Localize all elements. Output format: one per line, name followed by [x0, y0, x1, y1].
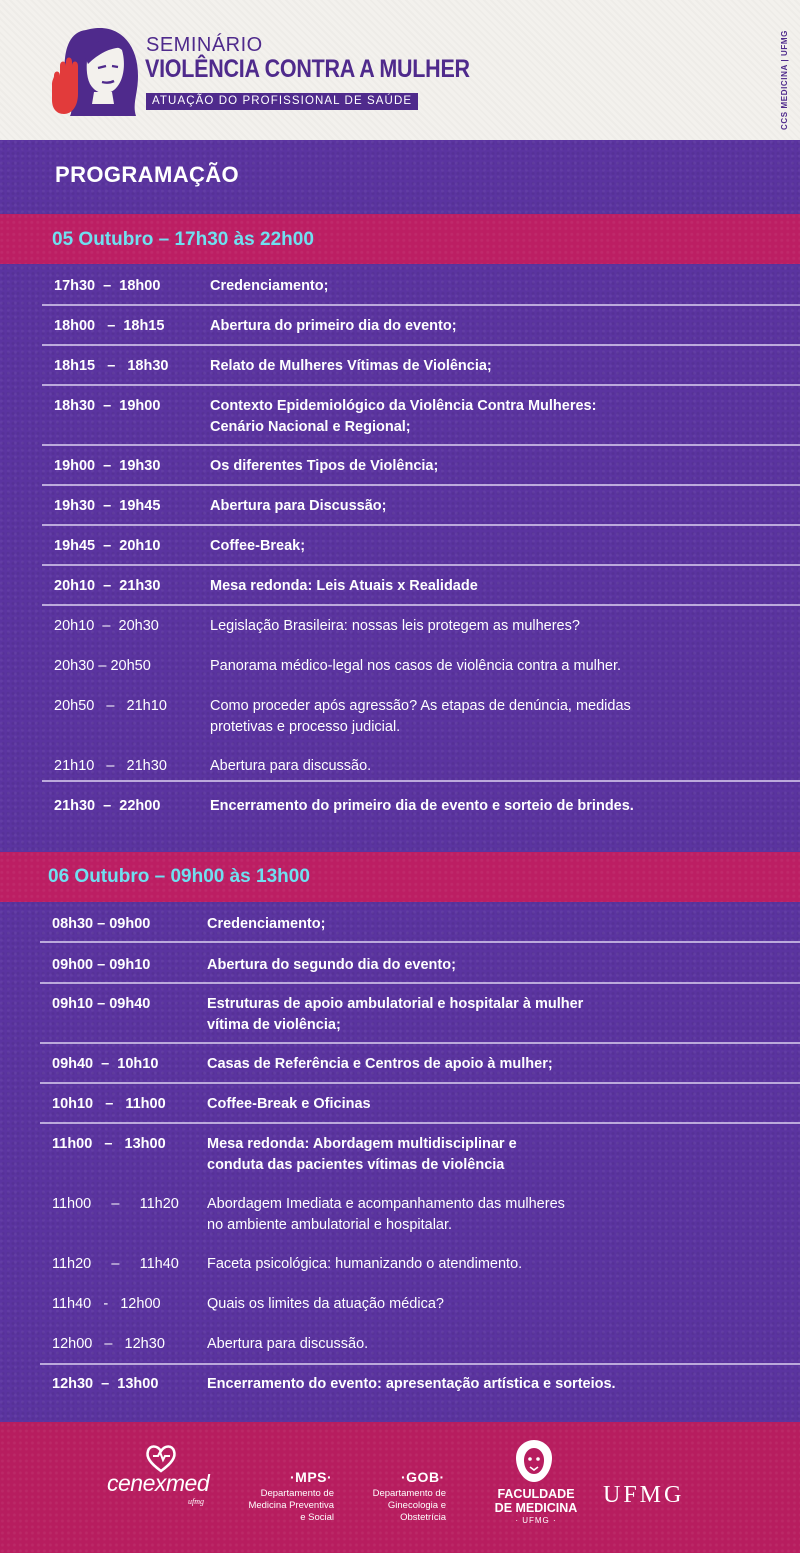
- description-line: protetivas e processo judicial.: [210, 719, 401, 735]
- schedule-description: [207, 1134, 517, 1176]
- schedule-description: [210, 496, 386, 517]
- description-line: Encerramento do evento: apresentação artística e sorteios.: [207, 1376, 616, 1392]
- row-separator: [42, 524, 800, 526]
- schedule-row: [54, 276, 740, 297]
- schedule-row: [54, 796, 740, 817]
- row-separator: [42, 780, 800, 782]
- row-separator: [42, 444, 800, 446]
- schedule-description: [210, 456, 438, 477]
- description-line: Relato de Mulheres Vítimas de Violência;: [210, 358, 492, 374]
- gob-abbr: ·GOB·: [401, 1469, 445, 1485]
- schedule-row: [52, 1134, 740, 1176]
- description-line: no ambiente ambulatorial e hospitalar.: [207, 1217, 453, 1233]
- description-line: Coffee-Break e Oficinas: [207, 1096, 371, 1112]
- row-separator: [42, 344, 800, 346]
- schedule-row: [52, 914, 740, 935]
- cenexmed-sub: ufmg: [188, 1497, 204, 1506]
- schedule-row: [52, 1094, 740, 1115]
- description-line: Como proceder após agressão? As etapas de denúncia, medidas: [210, 698, 631, 714]
- description-line: Abordagem Imediata e acompanhamento das mulheres: [207, 1196, 565, 1212]
- schedule-time: 20h50 – 21h10: [54, 698, 167, 714]
- schedule-row: [52, 1294, 740, 1315]
- schedule-description: [207, 994, 583, 1036]
- schedule-time: 20h10 – 21h30: [54, 578, 161, 594]
- description-line: Abertura do primeiro dia do evento;: [210, 318, 457, 334]
- schedule-row: [52, 1334, 740, 1355]
- schedule-time: 18h30 – 19h00: [54, 398, 161, 414]
- schedule-row: [54, 756, 740, 777]
- side-credit: CCS MEDICINA | UFMG: [780, 29, 789, 130]
- schedule-row: [52, 1254, 740, 1275]
- schedule-row: [54, 456, 740, 477]
- schedule-time: 21h30 – 22h00: [54, 798, 161, 814]
- schedule-description: [210, 616, 580, 637]
- schedule-time: 09h00 – 09h10: [52, 957, 151, 973]
- schedule-row: [52, 955, 740, 976]
- program-title: PROGRAMAÇÃO: [55, 162, 240, 187]
- schedule-time: 08h30 – 09h00: [52, 916, 151, 932]
- description-line: Contexto Epidemiológico da Violência Contra Mulheres:: [210, 398, 597, 414]
- row-separator: [40, 1122, 800, 1124]
- description-line: Mesa redonda: Abordagem multidisciplinar e: [207, 1136, 517, 1152]
- schedule-row: [54, 536, 740, 557]
- lion-icon: [512, 1438, 556, 1484]
- schedule-time: 10h10 – 11h00: [52, 1096, 166, 1112]
- description-line: Credenciamento;: [210, 278, 329, 294]
- schedule-time: 17h30 – 18h00: [54, 278, 161, 294]
- schedule-row: [52, 1054, 740, 1075]
- schedule-description: [210, 316, 457, 337]
- schedule-time: 11h00 – 11h20: [52, 1196, 179, 1212]
- schedule-description: [210, 356, 492, 377]
- schedule-description: [207, 1194, 565, 1236]
- row-separator: [42, 484, 800, 486]
- schedule-row: [54, 696, 740, 738]
- woman-hand-logo-icon: [48, 24, 148, 118]
- schedule-row: [54, 656, 740, 677]
- row-separator: [40, 1042, 800, 1044]
- description-line: Abertura do segundo dia do evento;: [207, 957, 456, 973]
- header: [0, 0, 800, 140]
- description-line: Quais os limites da atuação médica?: [207, 1296, 444, 1312]
- schedule-time: 19h30 – 19h45: [54, 498, 161, 514]
- day-label-1: 05 Outubro – 17h30 às 22h00: [52, 229, 314, 250]
- description-line: Legislação Brasileira: nossas leis protegem as mulheres?: [210, 618, 580, 634]
- cenexmed-logo-text: cenexmed: [107, 1470, 210, 1496]
- schedule-description: [210, 396, 596, 438]
- schedule-time: 20h30 – 20h50: [54, 658, 151, 674]
- row-separator: [42, 304, 800, 306]
- schedule-time: 19h45 – 20h10: [54, 538, 161, 554]
- schedule-description: [210, 796, 634, 817]
- schedule-description: [207, 914, 325, 935]
- ufmg-logo-text: UFMG: [603, 1482, 685, 1508]
- schedule-description: [207, 1334, 368, 1355]
- seminar-title: VIOLÊNCIA CONTRA A MULHER: [145, 55, 470, 83]
- mps-abbr: ·MPS·: [290, 1469, 333, 1485]
- schedule-time: 18h15 – 18h30: [54, 358, 169, 374]
- row-separator: [42, 604, 800, 606]
- schedule-description: [207, 1054, 553, 1075]
- schedule-row: [52, 994, 740, 1036]
- description-line: Abertura para discussão.: [207, 1336, 369, 1352]
- schedule-description: [210, 756, 371, 777]
- row-separator: [40, 1363, 800, 1365]
- faculdade-line1: FACULDADE: [497, 1487, 575, 1501]
- schedule-time: 09h40 – 10h10: [52, 1056, 159, 1072]
- description-line: Faceta psicológica: humanizando o atendimento.: [207, 1256, 523, 1272]
- description-line: vítima de violência;: [207, 1017, 341, 1033]
- schedule-description: [210, 576, 478, 597]
- schedule-time: 09h10 – 09h40: [52, 996, 151, 1012]
- faculdade-line3: · UFMG ·: [515, 1516, 557, 1525]
- schedule-row: [54, 356, 740, 377]
- schedule-row: [54, 616, 740, 637]
- row-separator: [40, 1082, 800, 1084]
- schedule-row: [54, 576, 740, 597]
- description-line: Estruturas de apoio ambulatorial e hospitalar à mulher: [207, 996, 584, 1012]
- schedule-time: 11h00 – 13h00: [52, 1136, 166, 1152]
- schedule-row: [52, 1194, 740, 1236]
- schedule-time: 12h30 – 13h00: [52, 1376, 159, 1392]
- schedule-description: [210, 536, 305, 557]
- schedule-description: [207, 955, 456, 976]
- seminar-label: SEMINÁRIO: [146, 34, 263, 56]
- mps-name: Departamento de Medicina Preventiva e Social: [248, 1488, 334, 1523]
- schedule-description: [210, 656, 621, 677]
- schedule-description: [210, 276, 328, 297]
- seminar-subtitle: ATUAÇÃO DO PROFISSIONAL DE SAÚDE: [146, 93, 418, 110]
- schedule-time: 11h40 - 12h00: [52, 1296, 161, 1312]
- day-label-2: 06 Outubro – 09h00 às 13h00: [48, 866, 310, 887]
- schedule-time: 12h00 – 12h30: [52, 1336, 165, 1352]
- schedule-description: [207, 1294, 444, 1315]
- schedule-description: [207, 1254, 522, 1275]
- description-line: Encerramento do primeiro dia de evento e sorteio de brindes.: [210, 798, 634, 814]
- schedule-description: [210, 696, 631, 738]
- schedule-row: [52, 1374, 740, 1395]
- schedule-row: [54, 396, 740, 438]
- schedule-time: 11h20 – 11h40: [52, 1256, 179, 1272]
- schedule-row: [54, 496, 740, 517]
- row-separator: [40, 941, 800, 943]
- description-line: Credenciamento;: [207, 916, 326, 932]
- description-line: Panorama médico-legal nos casos de violência contra a mulher.: [210, 658, 622, 674]
- gob-name: Departamento de Ginecologia e Obstetrícia: [372, 1488, 446, 1523]
- schedule-description: [207, 1374, 616, 1395]
- row-separator: [42, 564, 800, 566]
- schedule-time: 21h10 – 21h30: [54, 758, 167, 774]
- schedule-time: 20h10 – 20h30: [54, 618, 159, 634]
- row-separator: [40, 982, 800, 984]
- row-separator: [42, 384, 800, 386]
- schedule-time: 18h00 – 18h15: [54, 318, 165, 334]
- faculdade-line2: DE MEDICINA: [494, 1501, 578, 1515]
- description-line: Os diferentes Tipos de Violência;: [210, 458, 439, 474]
- description-line: Cenário Nacional e Regional;: [210, 419, 411, 435]
- description-line: Abertura para discussão.: [210, 758, 372, 774]
- description-line: Abertura para Discussão;: [210, 498, 387, 514]
- description-line: Mesa redonda: Leis Atuais x Realidade: [210, 578, 478, 594]
- schedule-description: [207, 1094, 371, 1115]
- description-line: Coffee-Break;: [210, 538, 306, 554]
- schedule-row: [54, 316, 740, 337]
- description-line: conduta das pacientes vítimas de violência: [207, 1157, 505, 1173]
- schedule-time: 19h00 – 19h30: [54, 458, 161, 474]
- description-line: Casas de Referência e Centros de apoio à mulher;: [207, 1056, 553, 1072]
